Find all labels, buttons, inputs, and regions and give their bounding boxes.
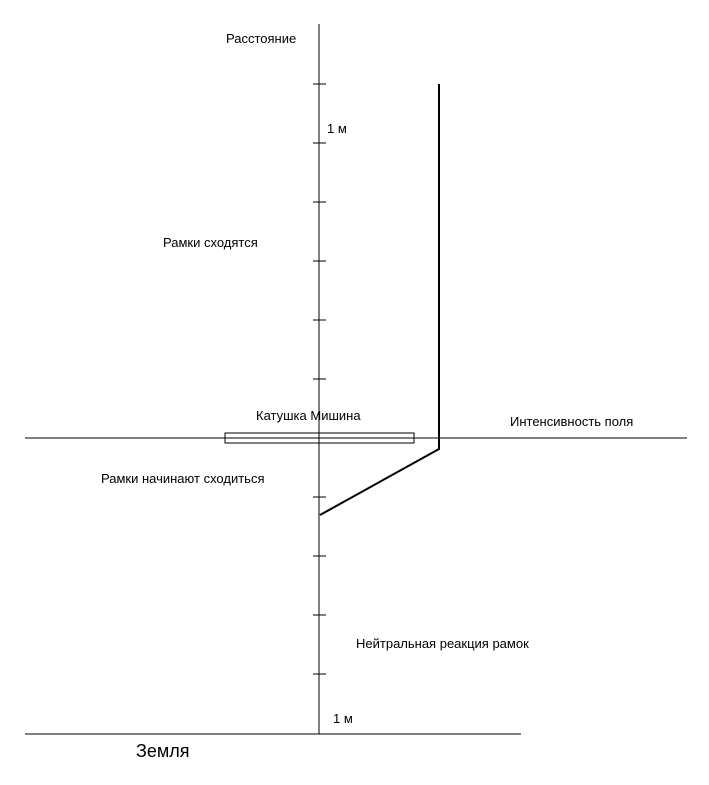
- tick-label-bottom: 1 м: [333, 711, 353, 726]
- neutral-reaction-label: Нейтральная реакция рамок: [356, 636, 529, 651]
- coil-label: Катушка Мишина: [256, 408, 361, 423]
- response-curve: [320, 84, 439, 515]
- frames-start-converging-label: Рамки начинают сходиться: [101, 471, 265, 486]
- ground-label: Земля: [136, 741, 190, 761]
- frames-converge-label: Рамки сходятся: [163, 235, 258, 250]
- field-axis-label: Интенсивность поля: [510, 414, 634, 429]
- tick-label-top: 1 м: [327, 121, 347, 136]
- distance-axis-label: Расстояние: [226, 31, 297, 46]
